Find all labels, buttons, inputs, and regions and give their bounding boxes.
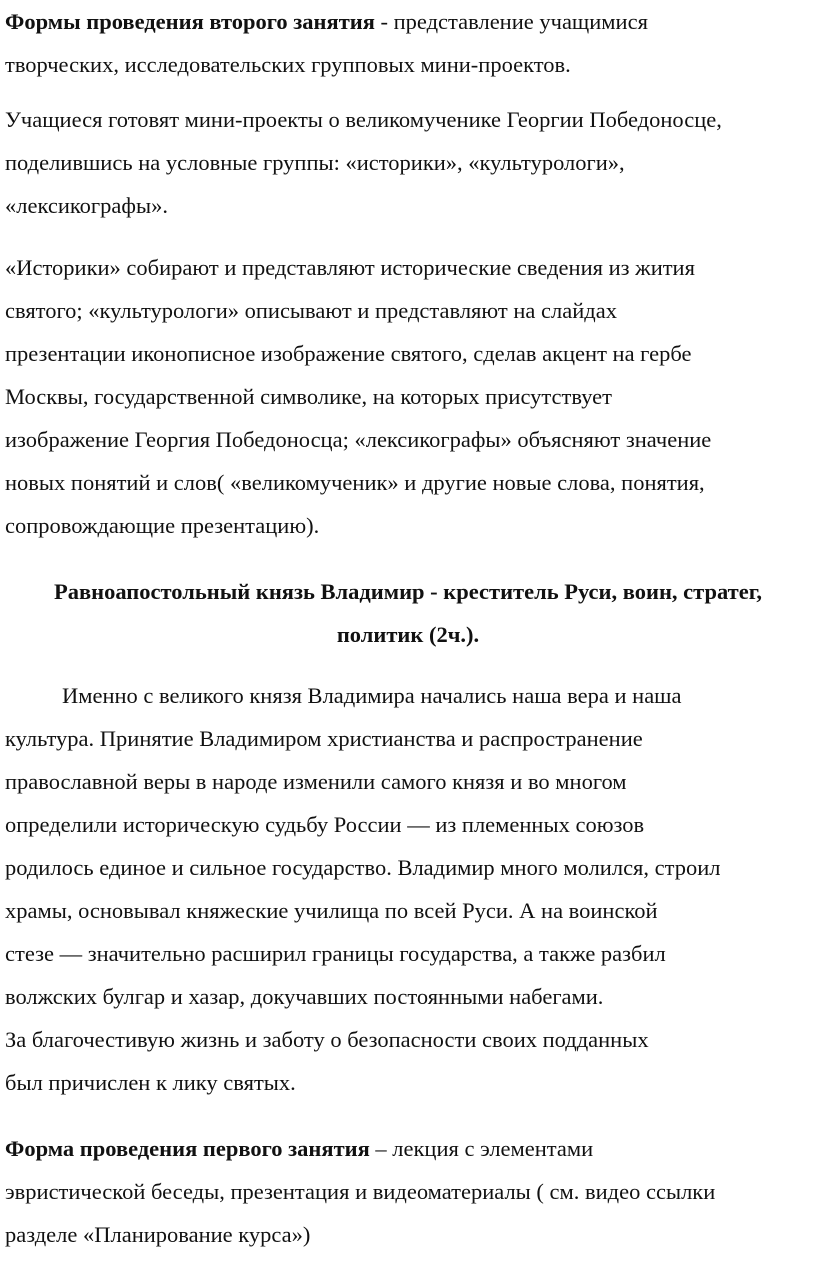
paragraph-line: определили историческую судьбу России — из племенных союзов <box>5 812 645 837</box>
paragraph-line: «лексикографы». <box>5 193 168 218</box>
paragraph-groups-roles <box>5 246 813 547</box>
bold-lead-in: Форма проведения первого занятия <box>5 1136 370 1161</box>
paragraph-line: За благочестивую жизнь и заботу о безопасности своих подданных <box>5 1027 649 1052</box>
paragraph-line: новых понятий и слов( «великомученик» и другие новые слова, понятия, <box>5 470 705 495</box>
heading-line: Равноапостольный князь Владимир - креститель Руси, воин, стратег, <box>54 579 762 604</box>
paragraph-text: - представление учащимися <box>374 9 648 34</box>
paragraph-second-lesson-forms <box>5 0 813 86</box>
paragraph-mini-projects <box>5 98 813 227</box>
paragraph-line: презентации иконописное изображение святого, сделав акцент на гербе <box>5 341 692 366</box>
heading-line: политик (2ч.). <box>336 622 480 647</box>
paragraph-line: творческих, исследовательских групповых мини-проектов. <box>5 52 571 77</box>
paragraph-line: Учащиеся готовят мини-проекты о великомученике Георгии Победоносце, <box>5 107 722 132</box>
paragraph-line: эвристической беседы, презентация и видеоматериалы ( см. видео ссылки <box>5 1179 716 1204</box>
paragraph-line: волжских булгар и хазар, докучавших постоянными набегами. <box>5 984 604 1009</box>
paragraph-line: разделе «Планирование курса») <box>5 1222 311 1247</box>
bold-lead-in: Формы проведения второго занятия <box>5 9 375 34</box>
paragraph-line: Москвы, государственной символике, на которых присутствует <box>5 384 612 409</box>
paragraph-line: родилось единое и сильное государство. Владимир много молился, строил <box>5 855 721 880</box>
paragraph-line: поделившись на условные группы: «историки», «культурологи», <box>5 150 625 175</box>
paragraph-line <box>5 0 813 43</box>
paragraph-line: храмы, основывал княжеские училища по всей Руси. А на воинской <box>5 898 658 923</box>
paragraph-prince-vladimir <box>5 674 813 1104</box>
paragraph-line: культура. Принятие Владимиром христианства и распространение <box>5 726 643 751</box>
paragraph-line: Именно с великого князя Владимира начались наша вера и наша <box>62 683 682 708</box>
paragraph-line: стезе — значительно расширил границы государства, а также разбил <box>5 941 666 966</box>
paragraph-line: был причислен к лику святых. <box>5 1070 296 1095</box>
section-heading <box>0 570 816 656</box>
paragraph-line: святого; «культурологи» описывают и представляют на слайдах <box>5 298 617 323</box>
paragraph-line <box>5 1127 813 1170</box>
paragraph-line: «Историки» собирают и представляют исторические сведения из жития <box>5 255 695 280</box>
paragraph-text: – лекция с элементами <box>369 1136 594 1161</box>
paragraph-first-lesson-forms <box>5 1127 813 1256</box>
paragraph-line: сопровождающие презентацию). <box>5 513 320 538</box>
paragraph-line: изображение Георгия Победоносца; «лексикографы» объясняют значение <box>5 427 712 452</box>
paragraph-line: православной веры в народе изменили самого князя и во многом <box>5 769 627 794</box>
